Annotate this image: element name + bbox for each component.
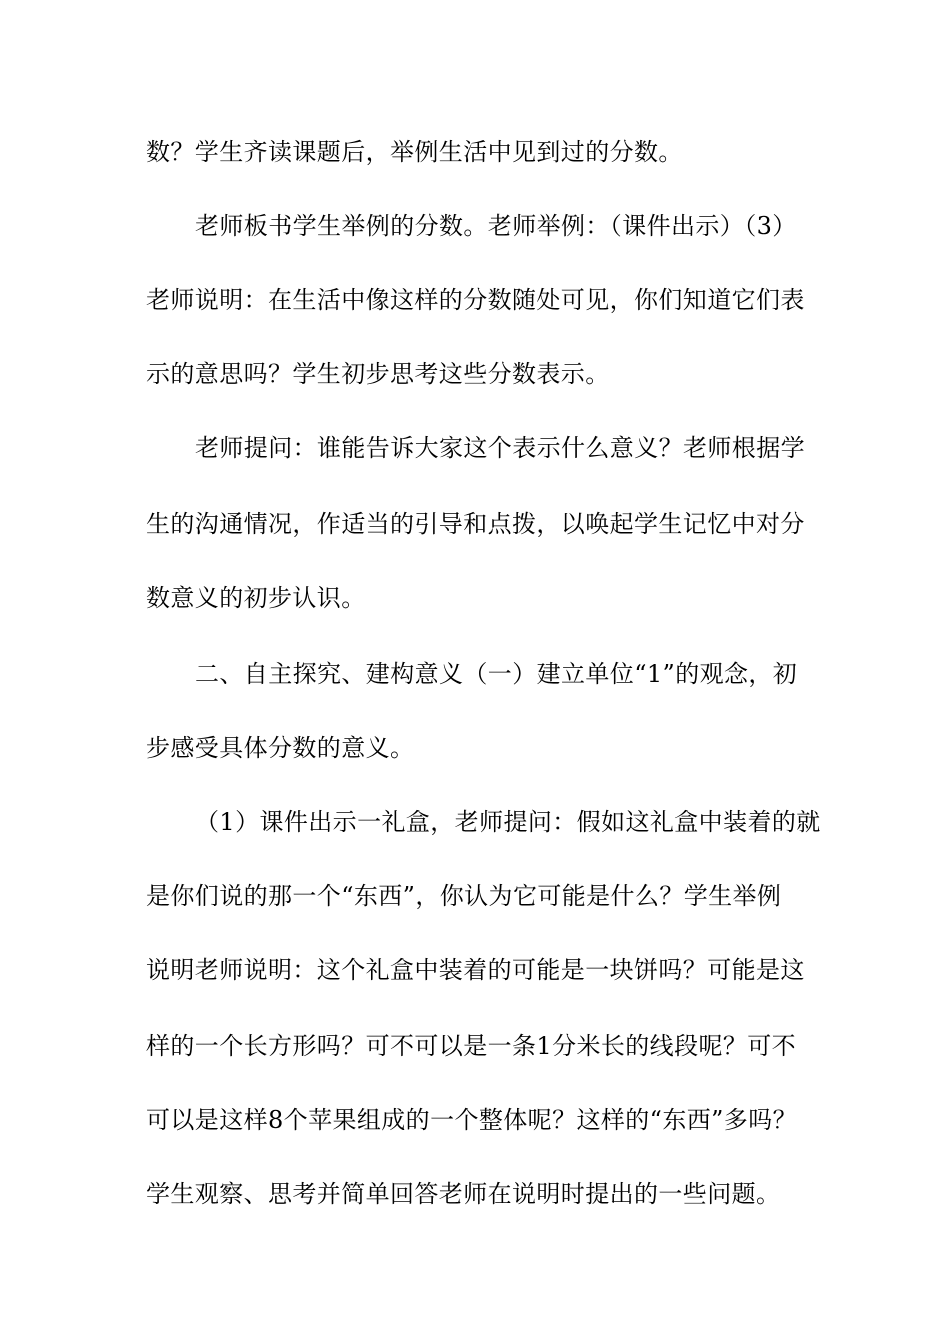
paragraph-line-4: 示的意思吗？学生初步思考这些分数表示。 (146, 360, 610, 388)
paragraph-line-10: （1）课件出示一礼盒，老师提问：假如这礼盒中装着的就 (195, 808, 821, 836)
paragraph-line-2: 老师板书学生举例的分数。老师举例：（课件出示）（3） (195, 212, 797, 240)
paragraph-line-7: 数意义的初步认识。 (146, 584, 366, 612)
paragraph-line-1: 数？学生齐读课题后，举例生活中见到过的分数。 (146, 138, 683, 166)
paragraph-line-3: 老师说明：在生活中像这样的分数随处可见，你们知道它们表 (146, 286, 805, 314)
paragraph-line-12: 说明老师说明：这个礼盒中装着的可能是一块饼吗？可能是这 (146, 956, 805, 984)
paragraph-line-5: 老师提问：谁能告诉大家这个表示什么意义？老师根据学 (195, 434, 805, 462)
paragraph-line-14: 可以是这样8个苹果组成的一个整体呢？这样的“东西”多吗？ (146, 1106, 798, 1134)
section-heading-line-1: 二、自主探究、建构意义（一）建立单位“1”的观念，初 (195, 660, 798, 688)
paragraph-line-11: 是你们说的那一个“东西”，你认为它可能是什么？学生举例 (146, 882, 782, 910)
section-heading-line-2: 步感受具体分数的意义。 (146, 734, 415, 762)
paragraph-line-6: 生的沟通情况，作适当的引导和点拨，以唤起学生记忆中对分 (146, 510, 805, 538)
paragraph-line-15: 学生观察、思考并简单回答老师在说明时提出的一些问题。 (146, 1180, 781, 1208)
paragraph-line-13: 样的一个长方形吗？可不可以是一条1分米长的线段呢？可不 (146, 1032, 797, 1060)
